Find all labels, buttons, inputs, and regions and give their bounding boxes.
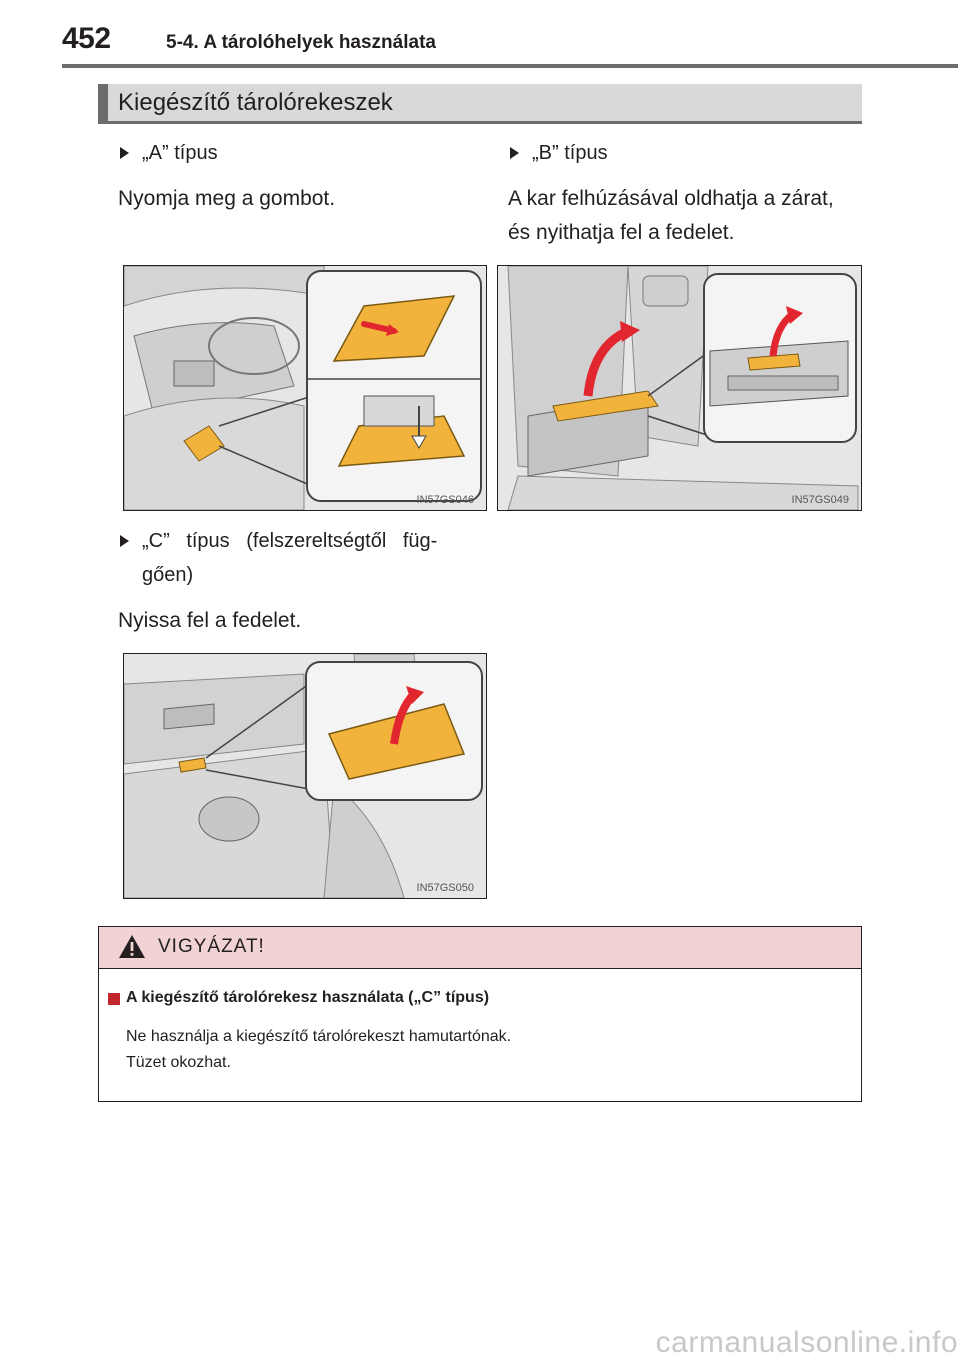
door-storage-illustration (124, 654, 486, 898)
rear-armrest-illustration (498, 266, 861, 510)
bullet-triangle-icon (120, 147, 129, 159)
figure-type-c (123, 653, 487, 899)
dashboard-illustration (124, 266, 486, 510)
type-b-label: „B” típus (532, 142, 608, 164)
caution-title: VIGYÁZAT! (158, 936, 265, 957)
caution-text-line1: Ne használja a kiegészítő tárolórekeszt hamutartónak. (126, 1028, 512, 1045)
header-divider (62, 64, 958, 68)
caution-bullet-square-icon (108, 993, 120, 1005)
caution-text-line2: Tüzet okozhat. (126, 1054, 231, 1071)
page-number: 452 (62, 22, 111, 55)
section-heading-accent (98, 84, 108, 124)
type-a-label: „A” típus (142, 142, 218, 164)
figure-type-a (123, 265, 487, 511)
figure-a-code: IN57GS046 (416, 494, 474, 506)
type-c-instruction: Nyissa fel a fedelet. (118, 609, 302, 632)
warning-triangle-icon (118, 934, 146, 959)
type-b-instruction-line1: A kar felhúzásával oldhatja a zárat, (508, 187, 834, 210)
type-c-label-line2: gően) (142, 564, 194, 586)
bullet-triangle-icon (510, 147, 519, 159)
watermark: carmanualsonline.info (655, 1326, 958, 1359)
caution-subtitle: A kiegészítő tárolórekesz használata („C” típus) (126, 989, 490, 1006)
bullet-triangle-icon (120, 535, 129, 547)
figure-b-code: IN57GS049 (791, 494, 849, 506)
type-b-instruction-line2: és nyithatja fel a fedelet. (508, 221, 735, 244)
figure-c-code: IN57GS050 (416, 882, 474, 894)
type-c-label-line1: „C” típus (felszereltségtől füg- (142, 530, 438, 552)
chapter-title: 5-4. A tárolóhelyek használata (166, 32, 436, 53)
figure-type-b (497, 265, 862, 511)
section-title: Kiegészítő tárolórekeszek (118, 89, 393, 116)
type-a-instruction: Nyomja meg a gombot. (118, 187, 336, 210)
